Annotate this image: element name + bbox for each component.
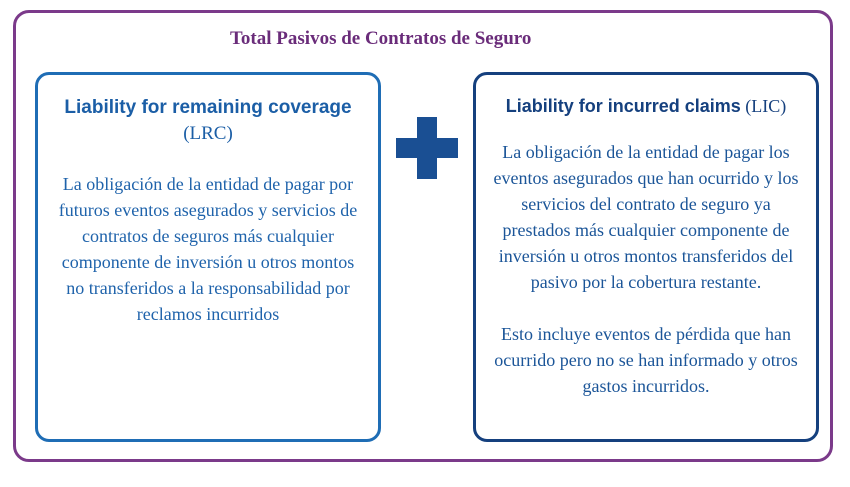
lrc-heading-abbr: (LRC): [183, 123, 233, 144]
lic-card: [473, 72, 819, 442]
lrc-heading: [38, 95, 378, 147]
lic-heading-main: Liability for incurred claims: [505, 96, 741, 116]
lic-heading: [476, 93, 816, 119]
lrc-description: La obligación de la entidad de pagar por futuros eventos asegurados y servicios de contratos de seguros más cualquier componente de inversión u otros montos no transferidos a la responsabilidad por reclamos incurridos: [58, 174, 358, 324]
lrc-card: [35, 72, 381, 442]
lrc-heading-main: Liability for remaining coverage: [64, 97, 352, 118]
lic-description: La obligación de la entidad de pagar los eventos asegurados que han ocurrido y los servicios del contrato de seguro ya prestados más cualquier componente de inversión u otros montos transferidos del pasivo por la cobertura restante.: [493, 142, 799, 292]
plus-icon-vertical-bar: [417, 117, 437, 179]
lic-note: Esto incluye eventos de pérdida que han ocurrido pero no se han informado y otros gastos incurridos.: [494, 324, 798, 396]
plus-icon: [396, 117, 458, 179]
diagram-title: Total Pasivos de Contratos de Seguro: [230, 28, 532, 49]
lic-heading-abbr: (LIC): [745, 96, 787, 116]
